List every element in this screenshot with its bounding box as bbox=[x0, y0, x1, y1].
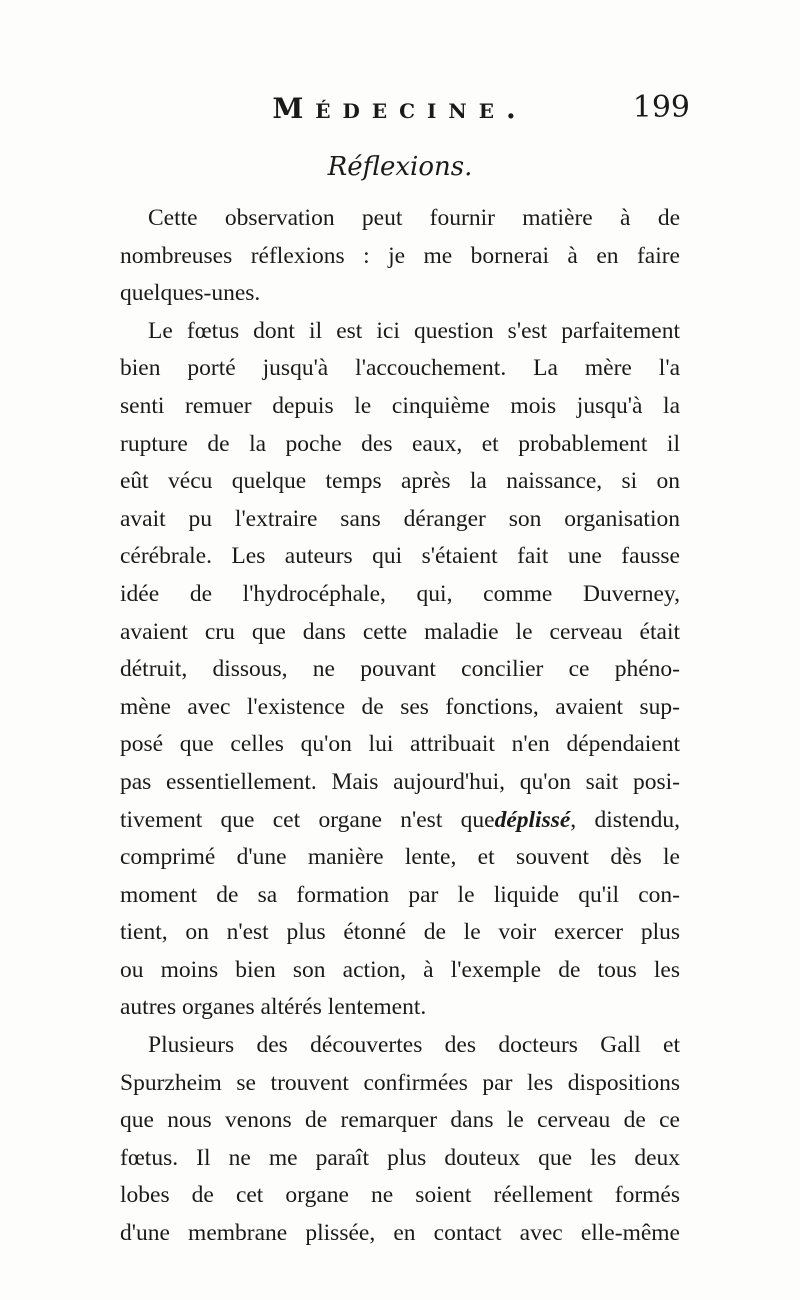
text-line-with-emphasis bbox=[120, 802, 680, 840]
body-text bbox=[120, 200, 680, 1253]
text-line: mène avec l'existence de ses fonctions, avaient sup- bbox=[120, 693, 680, 720]
running-title: Médecine. bbox=[272, 92, 528, 125]
text-line: cérébrale. Les auteurs qui s'étaient fait une fausse bbox=[120, 543, 680, 570]
text-line: que nous venons de remarquer dans le cerveau de ce bbox=[120, 1107, 680, 1134]
text-line: fœtus. Il ne me paraît plus douteux que les deux bbox=[120, 1144, 680, 1171]
text-line: pas essentiellement. Mais aujourd'hui, qu'on sait posi- bbox=[120, 768, 680, 795]
text-segment: , distendu, bbox=[570, 806, 680, 833]
text-line: avaient cru que dans cette maladie le cerveau était bbox=[120, 618, 680, 645]
text-line: quelques-unes. bbox=[120, 280, 261, 307]
text-line: d'une membrane plissée, en contact avec elle-même bbox=[120, 1220, 680, 1247]
page-number: 199 bbox=[632, 90, 690, 125]
text-line: Plusieurs des découvertes des docteurs Gall et bbox=[148, 1032, 680, 1059]
text-line: lobes de cet organe ne soient réellement formés bbox=[120, 1182, 680, 1209]
text-line: ou moins bien son action, à l'exemple de tous les bbox=[120, 956, 680, 983]
text-line: avait pu l'extraire sans déranger son organisation bbox=[120, 505, 680, 532]
text-line: Le fœtus dont il est ici question s'est parfaitement bbox=[148, 317, 680, 344]
text-line: idée de l'hydrocéphale, qui, comme Duverney, bbox=[120, 580, 680, 607]
text-line: Cette observation peut fournir matière à de bbox=[148, 205, 680, 231]
text-line: bien porté jusqu'à l'accouchement. La mère l'a bbox=[120, 355, 680, 382]
text-line: senti remuer depuis le cinquième mois jusqu'à la bbox=[120, 392, 680, 419]
text-line: détruit, dissous, ne pouvant concilier ce phéno- bbox=[120, 656, 680, 683]
text-line: tient, on n'est plus étonné de le voir exercer plus bbox=[120, 919, 680, 946]
text-line: nombreuses réflexions : je me bornerai à en faire bbox=[120, 242, 680, 269]
text-line: posé que celles qu'on lui attribuait n'en dépendaient bbox=[120, 731, 680, 758]
running-head bbox=[120, 88, 690, 128]
text-line: eût vécu quelque temps après la naissance, si on bbox=[120, 468, 680, 495]
text-segment: tivement que cet organe n'est que bbox=[120, 806, 495, 833]
text-line: autres organes altérés lentement. bbox=[120, 994, 427, 1021]
text-line: comprimé d'une manière lente, et souvent dès le bbox=[120, 844, 680, 871]
text-line: rupture de la poche des eaux, et probablement il bbox=[120, 430, 680, 457]
text-line: moment de sa formation par le liquide qu'il con- bbox=[120, 881, 680, 908]
text-line: Spurzheim se trouvent confirmées par les dispositions bbox=[120, 1069, 680, 1096]
section-heading: Réflexions. bbox=[327, 152, 473, 182]
emphasized-word: déplissé bbox=[494, 806, 571, 833]
